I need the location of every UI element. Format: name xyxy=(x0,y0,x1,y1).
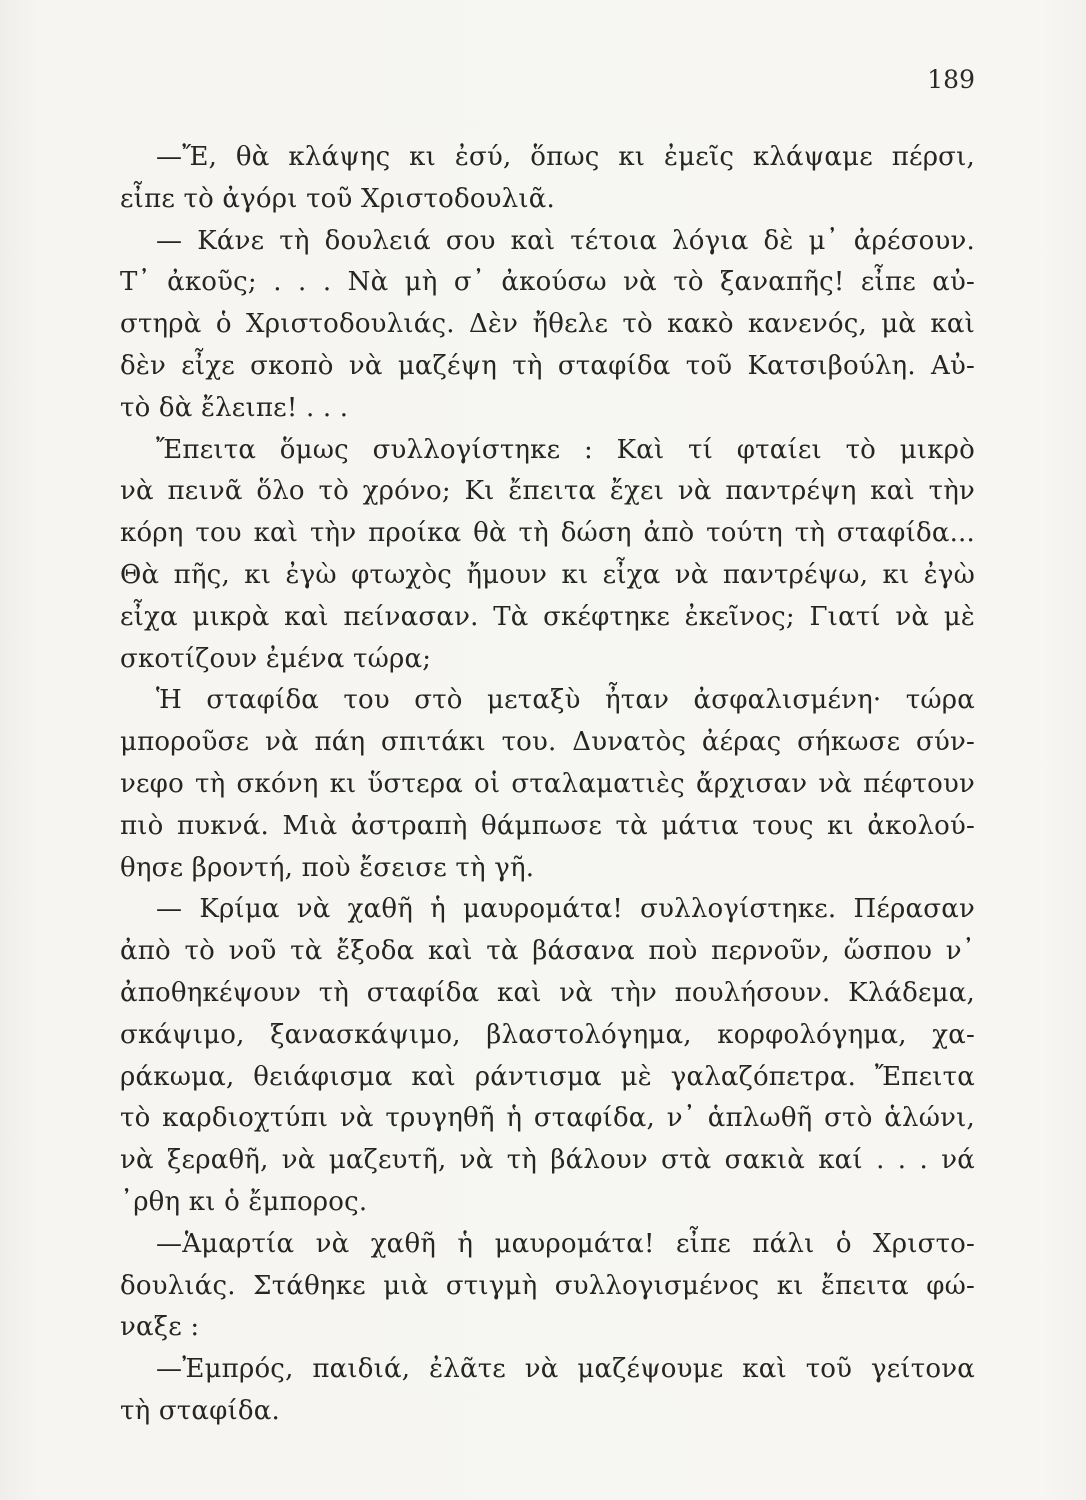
text-line: Ἡ σταφίδα του στὸ μεταξὺ ἦταν ἀσφαλισμένη· τώρα xyxy=(156,685,975,716)
text-line: —Ἐμπρός, παιδιά, ἐλᾶτε νὰ μαζέψουμε καὶ τοῦ γείτονα xyxy=(156,1354,975,1385)
text-line: —Ἔ, θὰ κλάψης κι ἐσύ, ὅπως κι ἐμεῖς κλάψαμε πέρσι, xyxy=(156,142,975,172)
text-line: σκοτίζουν ἐμένα τώρα; xyxy=(120,643,432,674)
text-line: νὰ πεινᾶ ὅλο τὸ χρόνο; Κι ἔπειτα ἔχει νὰ παντρέψη καὶ τὴν xyxy=(120,476,975,507)
text-line: ράκωμα, θειάφισμα καὶ ράντισμα μὲ γαλαζόπετρα. Ἔπειτα xyxy=(120,1061,975,1092)
text-line: νεφο τὴ σκόνη κι ὕστερα οἱ σταλαματιὲς ἄρχισαν νὰ πέφτουν xyxy=(120,768,975,799)
text-line: κόρη του καὶ τὴν προίκα θὰ τὴ δώση ἀπὸ τούτη τὴ σταφίδα... xyxy=(120,518,975,549)
text-line: μποροῦσε νὰ πάη σπιτάκι του. Δυνατὸς ἀέρας σήκωσε σύν- xyxy=(120,727,975,758)
text-line: — Κρίμα νὰ χαθῆ ἡ μαυρομάτα! συλλογίστηκε. Πέρασαν xyxy=(156,894,975,925)
text-line: σκάψιμο, ξανασκάψιμο, βλαστολόγημα, κορφολόγημα, χα- xyxy=(120,1019,975,1050)
text-line: δουλιάς. Στάθηκε μιὰ στιγμὴ συλλογισμένος κι ἔπειτα φώ- xyxy=(120,1270,975,1301)
text-line: Τ᾽ ἀκοῦς; . . . Νὰ μὴ σ᾽ ἀκούσω νὰ τὸ ξαναπῆς! εἶπε αὐ- xyxy=(120,267,975,298)
body-text xyxy=(120,137,975,1433)
text-line: ᾽ρθη κι ὁ ἔμπορος. xyxy=(120,1186,368,1217)
text-line: τὸ δὰ ἔλειπε! . . . xyxy=(120,392,349,423)
text-line: τὸ καρδιοχτύπι νὰ τρυγηθῆ ἡ σταφίδα, ν᾽ ἁπλωθῆ στὸ ἁλώνι, xyxy=(120,1103,975,1134)
text-line: δὲν εἶχε σκοπὸ νὰ μαζέψη τὴ σταφίδα τοῦ Κατσιβούλη. Αὐ- xyxy=(120,350,975,381)
text-line: ναξε : xyxy=(120,1312,200,1343)
text-line: πιὸ πυκνά. Μιὰ ἀστραπὴ θάμπωσε τὰ μάτια τους κι ἀκολού- xyxy=(120,810,975,841)
text-line: εἶπε τὸ ἀγόρι τοῦ Χριστοδουλιᾶ. xyxy=(120,183,555,214)
text-line: ἀπὸ τὸ νοῦ τὰ ἔξοδα καὶ τὰ βάσανα ποὺ περνοῦν, ὥσπου ν᾽ xyxy=(120,936,975,967)
text-line: — Κάνε τὴ δουλειά σου καὶ τέτοια λόγια δὲ μ᾽ ἀρέσουν. xyxy=(156,225,975,256)
text-line: Ἔπειτα ὅμως συλλογίστηκε : Καὶ τί φταίει τὸ μικρὸ xyxy=(156,434,975,465)
text-line: ἀποθηκέψουν τὴ σταφίδα καὶ νὰ τὴν πουλήσουν. Κλάδεμα, xyxy=(120,977,975,1008)
page-number: 189 xyxy=(927,65,975,94)
text-line: θησε βροντή, ποὺ ἔσεισε τὴ γῆ. xyxy=(120,852,535,883)
text-line: εἶχα μικρὰ καὶ πείνασαν. Τὰ σκέφτηκε ἐκεῖνος; Γιατί νὰ μὲ xyxy=(120,601,975,632)
text-line: νὰ ξεραθῆ, νὰ μαζευτῆ, νὰ τὴ βάλουν στὰ σακιὰ καί . . . νά xyxy=(120,1145,975,1176)
text-line: —Ἁμαρτία νὰ χαθῆ ἡ μαυρομάτα! εἶπε πάλι ὁ Χριστο- xyxy=(156,1228,975,1259)
text-line: τὴ σταφίδα. xyxy=(120,1395,280,1426)
text-line: Θὰ πῆς, κι ἐγὼ φτωχὸς ἤμουν κι εἶχα νὰ παντρέψω, κι ἐγὼ xyxy=(120,559,975,590)
text-line: στηρὰ ὁ Χριστοδουλιάς. Δὲν ἤθελε τὸ κακὸ κανενός, μὰ καὶ xyxy=(120,309,975,340)
